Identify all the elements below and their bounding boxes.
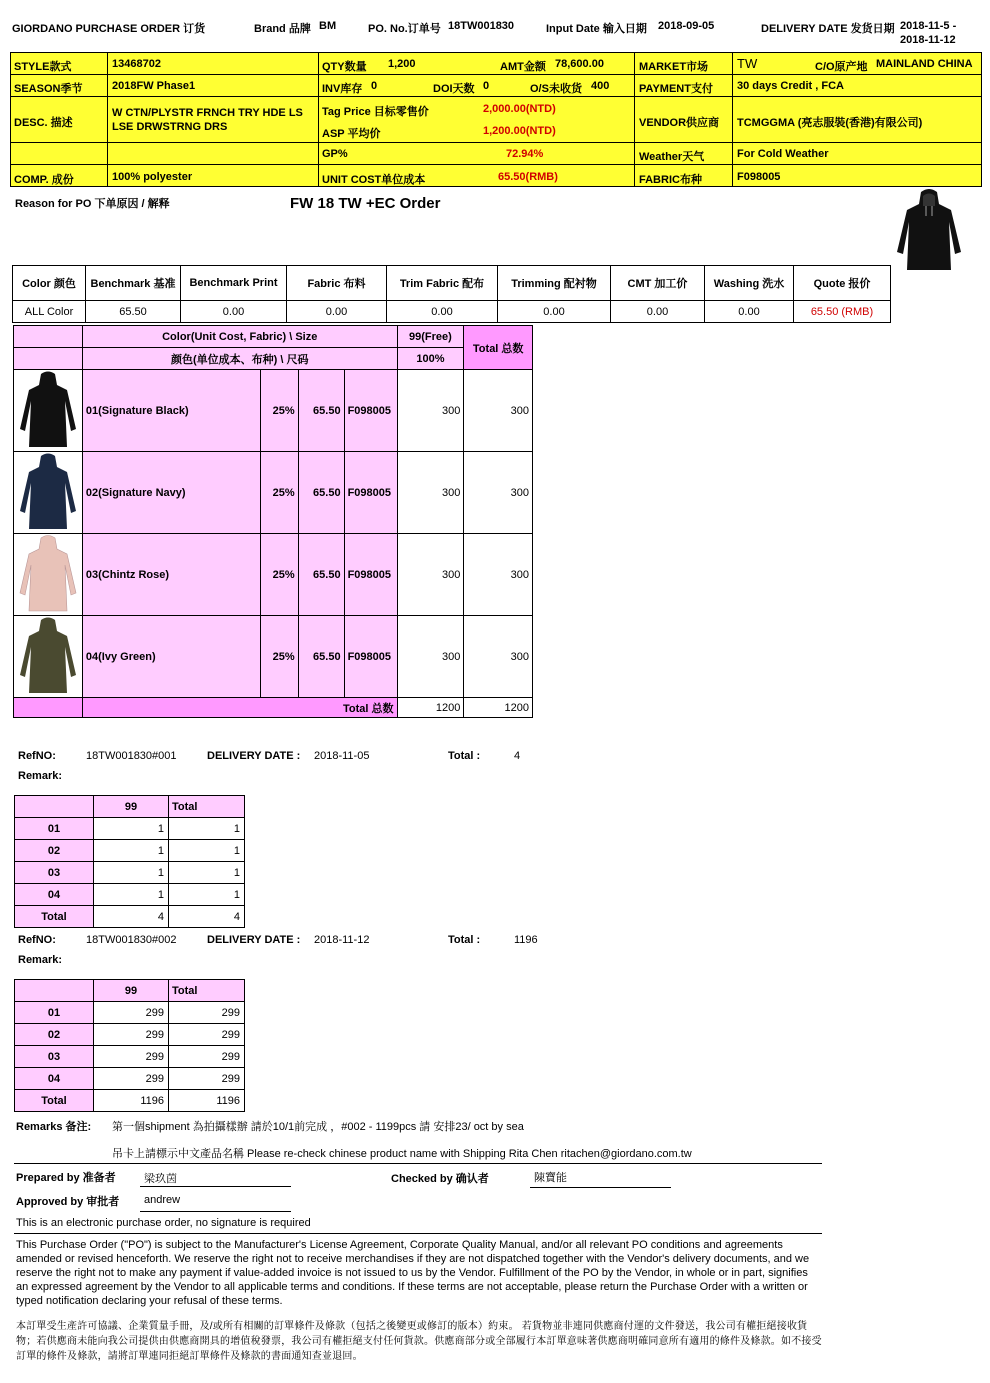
checked-by-value: 陳寶能 xyxy=(530,1169,671,1188)
brand-label: Brand 品牌 xyxy=(254,23,311,35)
color-swatch xyxy=(14,616,83,698)
table-row: 01 1 1 xyxy=(15,818,245,840)
benchmark-value-row xyxy=(13,301,891,323)
table-row: 02 1 1 xyxy=(15,840,245,862)
color-cost: 65.50 xyxy=(298,534,344,616)
gp-label: GP% xyxy=(322,148,348,160)
market-label: MARKET市场 xyxy=(639,61,709,73)
benchmark-cell: 0.00 xyxy=(611,301,705,323)
table-row: 03 1 1 xyxy=(15,862,245,884)
color-pct: 25% xyxy=(260,370,298,452)
benchmark-cell: 0.00 xyxy=(181,301,287,323)
vendor-label: VENDOR供应商 xyxy=(639,117,720,129)
size-total-qty: 1200 xyxy=(397,698,464,718)
asp-value: 1,200.00(NTD) xyxy=(483,125,556,137)
origin-value: MAINLAND CHINA xyxy=(876,58,973,70)
divider xyxy=(14,1163,822,1164)
approved-by-value: andrew xyxy=(140,1194,291,1212)
qty-label: QTY数量 xyxy=(322,61,367,73)
delivery-date-label: DELIVERY DATE 发货日期 xyxy=(761,23,895,35)
coat-green-icon xyxy=(18,617,78,697)
unit-cost-value: 65.50(RMB) xyxy=(498,171,558,183)
color-swatch xyxy=(14,534,83,616)
order-title: FW 18 TW +EC Order xyxy=(290,195,441,212)
table-row: Total 4 4 xyxy=(15,906,245,928)
benchmark-header: Fabric 布料 xyxy=(287,266,387,301)
gp-value: 72.94% xyxy=(506,148,544,160)
col-size: 99 xyxy=(94,796,169,818)
origin-label: C/O原产地 xyxy=(815,61,868,73)
size-total-label: Total 总数 xyxy=(82,698,397,718)
input-date-value: 2018-09-05 xyxy=(658,20,715,32)
color-row xyxy=(14,534,533,616)
prepared-by-label: Prepared by 准备者 xyxy=(16,1172,116,1184)
legal-text-en: This Purchase Order ("PO") is subject to the Manufacturer's License Agreement, Corporate Quality Manual, and/or all relevant PO conditions and agreements amended or revised henceforth. We reserve the right not to receive merchandises if they are not dispatched together with the Vendor's delivery documents, and we reserve the right not to make any payment if value-added invoice is not issued to us by the Vendor. Fulfillment of the PO by the Vendor, in whole or in part, signifies an expressed agreement by the Vendor to all applicable terms and conditions. If these terms are not acceptable, please return the Purchase Order with a written or typed notification declaring your refusal of these terms. xyxy=(16,1239,810,1307)
color-total: 300 xyxy=(464,534,533,616)
col-total: Total xyxy=(169,796,245,818)
color-cost: 65.50 xyxy=(298,616,344,698)
style-label: STYLE款式 xyxy=(14,61,72,73)
color-row xyxy=(14,370,533,452)
benchmark-header: Washing 洗水 xyxy=(705,266,794,301)
product-thumbnail xyxy=(893,188,965,274)
delivery-total-label: Total : xyxy=(448,750,481,762)
delivery-table xyxy=(14,795,245,928)
tag-price-label: Tag Price 目标零售价 xyxy=(322,106,429,118)
delivery-total-label: Total : xyxy=(448,934,481,946)
benchmark-header-row xyxy=(13,266,891,301)
table-row: 02 299 299 xyxy=(15,1024,245,1046)
coat-navy-icon xyxy=(18,453,78,533)
season-value: 2018FW Phase1 xyxy=(112,80,196,92)
delivery-date-value-2: 2018-11-12 xyxy=(900,34,956,46)
comp-label: COMP. 成份 xyxy=(14,174,74,186)
color-pct: 25% xyxy=(260,452,298,534)
inv-value: 0 xyxy=(371,80,378,92)
benchmark-header: Color 颜色 xyxy=(13,266,86,301)
color-total: 300 xyxy=(464,370,533,452)
size-label: 99(Free) xyxy=(397,326,464,348)
size-header-en: Color(Unit Cost, Fabric) \ Size xyxy=(82,326,397,348)
size-total-total: 1200 xyxy=(464,698,533,718)
table-row: Total 1196 1196 xyxy=(15,1090,245,1112)
weather-value: For Cold Weather xyxy=(737,148,829,160)
color-fabric: F098005 xyxy=(344,452,397,534)
delivery-total-value: 4 xyxy=(514,750,521,762)
season-label: SEASON季节 xyxy=(14,83,83,95)
benchmark-cell: 0.00 xyxy=(705,301,794,323)
quote-cell: 65.50 (RMB) xyxy=(794,301,891,323)
remarks-label: Remarks 备注: xyxy=(16,1121,92,1133)
benchmark-header: Benchmark 基准 xyxy=(86,266,181,301)
color-name: 01(Signature Black) xyxy=(82,370,260,452)
color-cost: 65.50 xyxy=(298,370,344,452)
fabric-label: FABRIC布种 xyxy=(639,174,702,186)
color-name: 03(Chintz Rose) xyxy=(82,534,260,616)
delivery-date-value-1: 2018-11-5 - xyxy=(900,20,957,32)
remarks-line-2: 吊卡上請標示中文產品名稱 Please re-check chinese product name with Shipping Rita Chen ritachen@giordano.com.tw xyxy=(112,1148,692,1160)
delivery-date-label: DELIVERY DATE : xyxy=(207,750,301,762)
color-row xyxy=(14,616,533,698)
benchmark-table xyxy=(12,265,891,323)
refno-label: RefNO: xyxy=(18,934,56,946)
remarks-line-1: 第一個shipment 為拍攝樣辦 請於10/1前完成 ，#002 - 1199pcs 請 安排23/ oct by sea xyxy=(112,1121,524,1133)
vendor-value: TCMGGMA (亮志服裝(香港)有限公司) xyxy=(737,117,923,129)
color-cost: 65.50 xyxy=(298,452,344,534)
payment-label: PAYMENT支付 xyxy=(639,83,713,95)
color-name: 04(Ivy Green) xyxy=(82,616,260,698)
amt-value: 78,600.00 xyxy=(555,58,604,70)
size-total-row xyxy=(14,698,533,718)
checked-by-label: Checked by 确认者 xyxy=(391,1173,489,1185)
remark-label: Remark: xyxy=(18,954,63,966)
refno-value: 18TW001830#001 xyxy=(86,750,177,762)
col-size: 99 xyxy=(94,980,169,1002)
coat-black-icon xyxy=(18,371,78,451)
color-name: 02(Signature Navy) xyxy=(82,452,260,534)
desc-label: DESC. 描述 xyxy=(14,117,73,129)
delivery-total-value: 1196 xyxy=(514,934,538,946)
os-label: O/S未收货 xyxy=(530,83,582,95)
style-value: 13468702 xyxy=(112,58,161,70)
unit-cost-label: UNIT COST单位成本 xyxy=(322,174,426,186)
po-number-label: PO. No.订单号 xyxy=(368,23,441,35)
approved-by-label: Approved by 审批者 xyxy=(16,1196,120,1208)
benchmark-cell: 65.50 xyxy=(86,301,181,323)
delivery-table xyxy=(14,979,245,1112)
color-fabric: F098005 xyxy=(344,534,397,616)
benchmark-header: CMT 加工价 xyxy=(611,266,705,301)
color-qty: 300 xyxy=(397,370,464,452)
market-value: TW xyxy=(737,56,758,71)
color-row xyxy=(14,452,533,534)
tag-price-value: 2,000.00(NTD) xyxy=(483,103,556,115)
benchmark-cell: 0.00 xyxy=(498,301,611,323)
legal-text-cn: 本訂單受生產許可協議、企業質量手冊，及/或所有相關的訂單條件及條款（包括之後變更或修訂的版本）約束。 若貨物並非連同供應商付運的文件發送，我公司有權拒絕接收貨物；若供應商未能向我公司提供由供應商開具的增值稅發票，我公司有權拒絕支付任何貨款。供應商部分或全部履行本訂單意味著供應商明確同意所有適用的條件及條款。如不接受訂單的條件及條款，請將訂單連同拒絕訂單條件及條款的書面通知查並退回。 xyxy=(16,1321,822,1362)
comp-value: 100% polyester xyxy=(112,171,193,183)
delivery-date-value: 2018-11-05 xyxy=(314,750,370,762)
brand-value: BM xyxy=(319,20,337,32)
os-value: 400 xyxy=(591,80,610,92)
po-title: GIORDANO PURCHASE ORDER 订货 xyxy=(12,23,206,35)
size-pct: 100% xyxy=(397,348,464,370)
electronic-note: This is an electronic purchase order, no signature is required xyxy=(16,1217,311,1229)
divider xyxy=(14,1233,822,1234)
asp-label: ASP 平均价 xyxy=(322,128,381,140)
color-swatch xyxy=(14,370,83,452)
qty-value: 1,200 xyxy=(388,58,416,70)
size-header-cn: 颜色(单位成本、布种) \ 尺码 xyxy=(82,348,397,370)
benchmark-header: Trimming 配衬物 xyxy=(498,266,611,301)
doi-label: DOI天数 xyxy=(433,83,475,95)
weather-label: Weather天气 xyxy=(639,151,705,163)
delivery-date-label: DELIVERY DATE : xyxy=(207,934,301,946)
desc-value-line-2: LSE DRWSTRNG DRS xyxy=(112,121,228,133)
po-number-value: 18TW001830 xyxy=(448,20,515,32)
prepared-by-value: 梁玖茵 xyxy=(140,1170,291,1187)
color-total: 300 xyxy=(464,616,533,698)
reason-label: Reason for PO 下单原因 / 解释 xyxy=(15,198,170,210)
color-fabric: F098005 xyxy=(344,616,397,698)
amt-label: AMT金额 xyxy=(500,61,546,73)
color-total: 300 xyxy=(464,452,533,534)
benchmark-cell: ALL Color xyxy=(13,301,86,323)
color-qty: 300 xyxy=(397,616,464,698)
doi-value: 0 xyxy=(483,80,490,92)
benchmark-header: Benchmark Print xyxy=(181,266,287,301)
color-swatch xyxy=(14,452,83,534)
remark-label: Remark: xyxy=(18,770,63,782)
refno-label: RefNO: xyxy=(18,750,56,762)
inv-label: INV库存 xyxy=(322,83,363,95)
table-row: 03 299 299 xyxy=(15,1046,245,1068)
benchmark-header: Quote 报价 xyxy=(794,266,891,301)
table-row: 04 1 1 xyxy=(15,884,245,906)
coat-rose-icon xyxy=(18,535,78,615)
color-fabric: F098005 xyxy=(344,370,397,452)
color-qty: 300 xyxy=(397,452,464,534)
table-row: 01 299 299 xyxy=(15,1002,245,1024)
fabric-value: F098005 xyxy=(737,171,781,183)
color-pct: 25% xyxy=(260,534,298,616)
benchmark-cell: 0.00 xyxy=(387,301,498,323)
desc-value-line-1: W CTN/PLYSTR FRNCH TRY HDE LS xyxy=(112,107,303,119)
delivery-date-value: 2018-11-12 xyxy=(314,934,370,946)
size-color-table xyxy=(13,325,533,718)
input-date-label: Input Date 输入日期 xyxy=(546,23,647,35)
col-total: Total xyxy=(169,980,245,1002)
total-header: Total 总数 xyxy=(464,326,533,370)
benchmark-cell: 0.00 xyxy=(287,301,387,323)
benchmark-header: Trim Fabric 配布 xyxy=(387,266,498,301)
refno-value: 18TW001830#002 xyxy=(86,934,177,946)
color-qty: 300 xyxy=(397,534,464,616)
payment-value: 30 days Credit , FCA xyxy=(737,80,844,92)
color-pct: 25% xyxy=(260,616,298,698)
table-row: 04 299 299 xyxy=(15,1068,245,1090)
